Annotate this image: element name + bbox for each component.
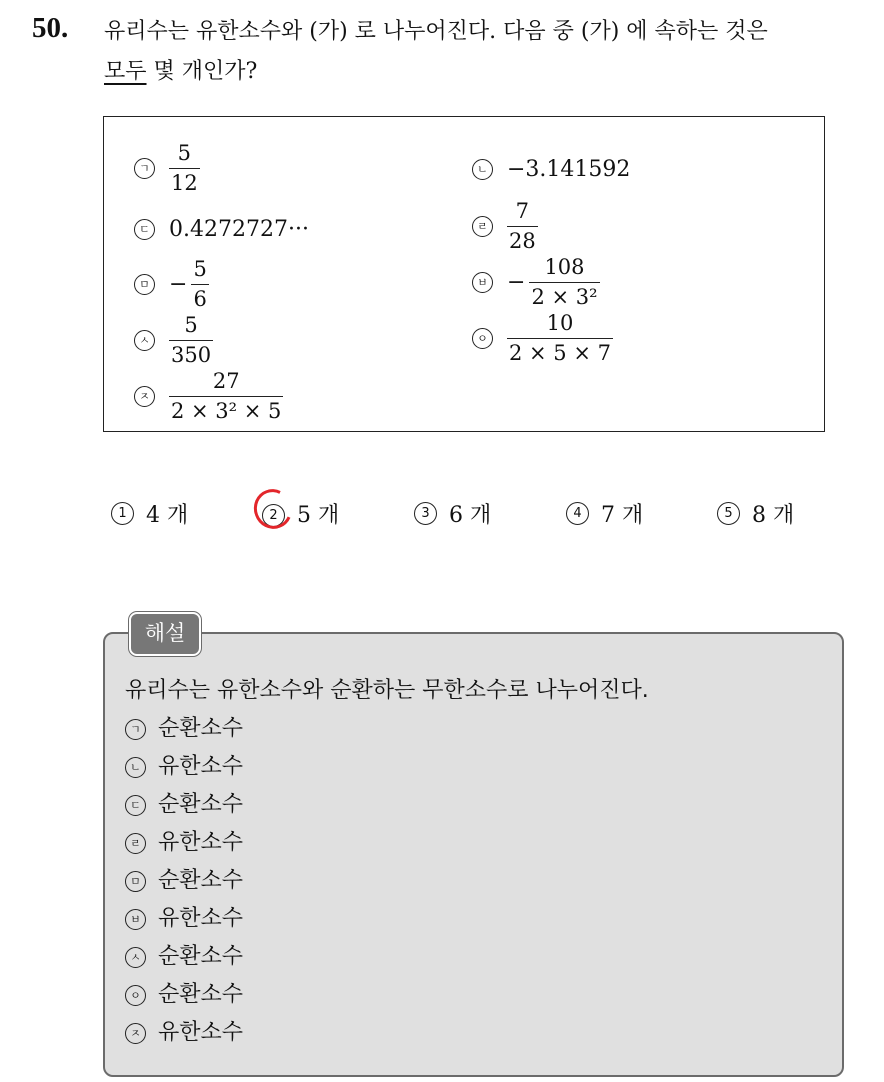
item-h-numerator: 10 [546, 311, 574, 335]
explanation-text: 유한소수 [158, 906, 244, 931]
item-a-fraction [169, 143, 200, 194]
choice-3-number: 3 [414, 502, 437, 525]
item-i-fraction [169, 371, 283, 422]
choice-1-label: 4 개 [146, 503, 189, 528]
item-e-denominator: 6 [191, 284, 208, 310]
item-g [134, 315, 213, 366]
item-c-value: 0.4272727··· [169, 217, 309, 242]
explanation-tag: 해설 [129, 612, 201, 656]
item-f-numerator: 108 [544, 255, 585, 279]
item-d-numerator: 7 [515, 199, 530, 223]
item-b-value: −3.141592 [507, 157, 631, 182]
question-emphasis: 모두 [104, 59, 147, 84]
item-f-fraction [529, 257, 599, 308]
item-d-denominator: 28 [507, 226, 538, 252]
item-e-numerator: 5 [193, 257, 207, 281]
item-h-fraction [507, 313, 613, 364]
explanation-mark: ㄴ [125, 757, 146, 778]
item-i-denominator: 2 × 3² × 5 [169, 396, 283, 422]
explanation-mark: ㅇ [125, 985, 146, 1006]
answer-mark-circle [248, 484, 297, 535]
item-e-sign: − [169, 272, 188, 297]
question-text-line1: 유리수는 유한소수와 (가) 로 나누어진다. 다음 중 (가) 에 속하는 것은 [104, 19, 768, 44]
explanation-line [125, 1014, 649, 1052]
explanation-text: 순환소수 [158, 716, 244, 741]
choice-1-number: 1 [111, 502, 134, 525]
item-i-mark: ㅈ [134, 386, 155, 407]
explanation-line [125, 938, 649, 976]
explanation-mark: ㄹ [125, 833, 146, 854]
item-g-denominator: 350 [169, 340, 213, 366]
choice-2-label: 5 개 [297, 503, 340, 528]
item-b-mark: ㄴ [472, 159, 493, 180]
choice-3-label: 6 개 [449, 503, 492, 528]
item-a [134, 143, 200, 194]
item-c [134, 217, 309, 242]
item-h-mark: ㅇ [472, 328, 493, 349]
explanation-line [125, 748, 649, 786]
item-h [472, 313, 613, 364]
explanation-mark: ㅈ [125, 1023, 146, 1044]
explanation-content [125, 672, 649, 1052]
item-i [134, 371, 283, 422]
choice-2-number: 2 [262, 504, 285, 527]
explanation-intro: 유리수는 유한소수와 순환하는 무한소수로 나누어진다. [125, 678, 649, 703]
item-d-fraction [507, 201, 538, 252]
question-text-rest: 몇 개인가? [146, 59, 258, 84]
item-d-mark: ㄹ [472, 216, 493, 237]
question-text-line2 [104, 54, 257, 85]
question-number: 50. [32, 12, 69, 44]
choice-1[interactable] [111, 498, 188, 529]
explanation-mark: ㅂ [125, 909, 146, 930]
item-e-fraction [191, 259, 208, 310]
choice-4-label: 7 개 [601, 503, 644, 528]
choice-4-number: 4 [566, 502, 589, 525]
item-g-fraction [169, 315, 213, 366]
explanation-text: 순환소수 [158, 944, 244, 969]
choice-4[interactable] [566, 498, 643, 529]
items-box [103, 116, 825, 432]
choice-2-marked [262, 500, 297, 527]
explanation-line [125, 786, 649, 824]
choice-5-number: 5 [717, 502, 740, 525]
choice-2[interactable] [262, 498, 339, 529]
explanation-mark: ㅅ [125, 947, 146, 968]
explanation-text: 순환소수 [158, 868, 244, 893]
answer-choices [0, 498, 884, 534]
item-f-denominator: 2 × 3² [529, 282, 599, 308]
explanation-line [125, 862, 649, 900]
choice-5[interactable] [717, 498, 794, 529]
explanation-line [125, 710, 649, 748]
explanation-mark: ㅁ [125, 871, 146, 892]
explanation-line [125, 976, 649, 1014]
explanation-text: 순환소수 [158, 982, 244, 1007]
item-f-mark: ㅂ [472, 272, 493, 293]
item-a-denominator: 12 [169, 168, 200, 194]
item-a-mark: ㄱ [134, 158, 155, 179]
item-e [134, 259, 209, 310]
item-e-mark: ㅁ [134, 274, 155, 295]
explanation-text: 순환소수 [158, 792, 244, 817]
item-g-mark: ㅅ [134, 330, 155, 351]
explanation-mark: ㄱ [125, 719, 146, 740]
explanation-text: 유한소수 [158, 1020, 244, 1045]
item-i-numerator: 27 [212, 369, 240, 393]
explanation-mark: ㄷ [125, 795, 146, 816]
item-f [472, 257, 600, 308]
choice-5-label: 8 개 [752, 503, 795, 528]
explanation-line [125, 900, 649, 938]
item-h-denominator: 2 × 5 × 7 [507, 338, 613, 364]
item-f-sign: − [507, 270, 526, 295]
item-g-numerator: 5 [184, 313, 198, 337]
explanation-text: 유한소수 [158, 754, 244, 779]
item-a-numerator: 5 [177, 141, 192, 165]
item-d [472, 201, 538, 252]
explanation-line [125, 824, 649, 862]
choice-3[interactable] [414, 498, 491, 529]
explanation-text: 유한소수 [158, 830, 244, 855]
item-c-mark: ㄷ [134, 219, 155, 240]
item-b [472, 157, 630, 182]
